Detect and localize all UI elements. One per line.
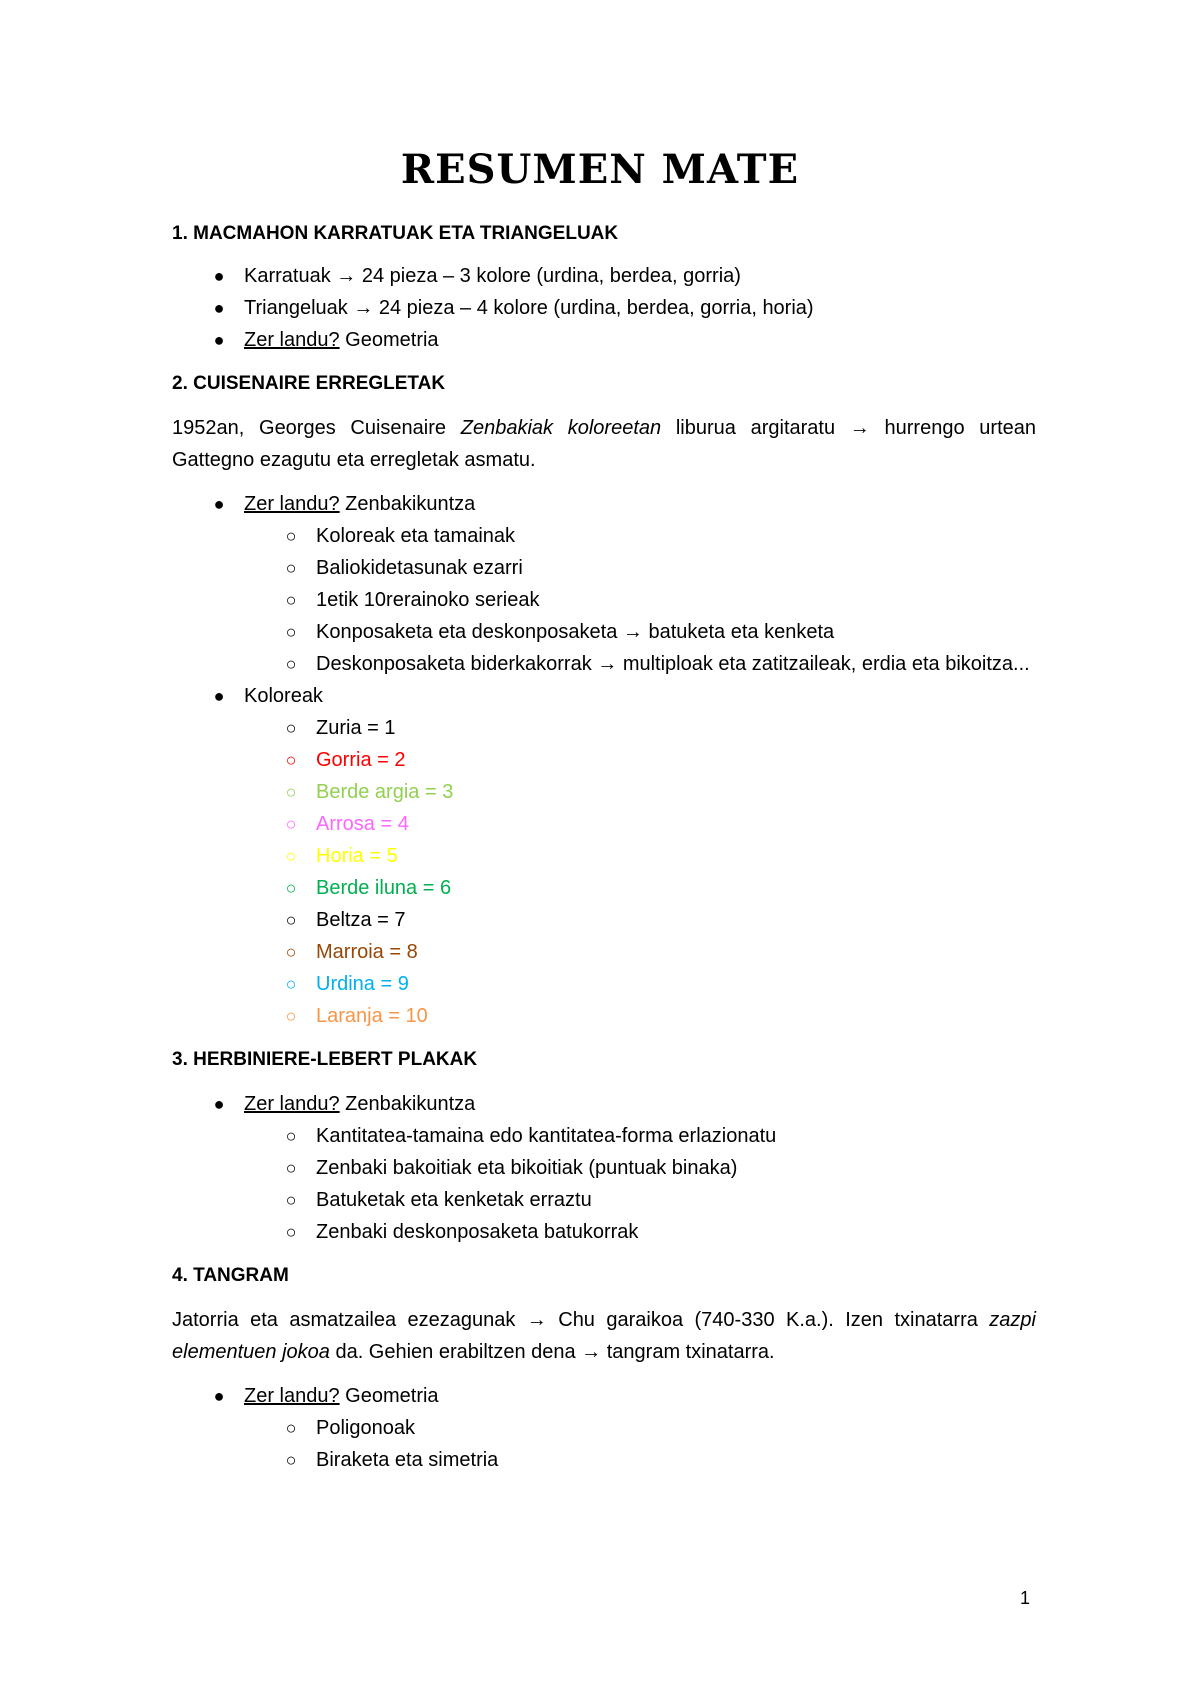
- color-list-item: [172, 840, 1036, 872]
- document-title: RESUMEN MATE: [400, 146, 800, 193]
- sub-list-item: ○ Kantitatea-tamaina edo kantitatea-forma erlazionatu: [172, 1120, 1036, 1152]
- color-label: Urdina = 9: [316, 973, 409, 995]
- sub-list-item: ○ Konposaketa eta deskonposaketa → batuketa eta kenketa: [172, 616, 1036, 648]
- color-label: Laranja = 10: [316, 1005, 428, 1027]
- zer-landu-label: Zer landu?: [244, 329, 340, 351]
- circle-bullet-icon: ○: [285, 590, 297, 610]
- circle-bullet-icon: ○: [285, 718, 297, 738]
- color-label: Beltza = 7: [316, 909, 406, 931]
- color-list-item: [172, 776, 1036, 808]
- section-heading-cuisenaire: 2. CUISENAIRE ERREGLETAK: [172, 373, 446, 394]
- bullet-icon: ●: [213, 298, 225, 318]
- color-list-item: [172, 968, 1036, 1000]
- section-heading-macmahon: 1. MACMAHON KARRATUAK ETA TRIANGELUAK: [172, 223, 619, 244]
- sub-list-item: ○ Deskonposaketa biderkakorrak → multiploak eta zatitzaileak, erdia eta bikoitza...: [172, 648, 1036, 680]
- zer-landu-value: Geometria: [339, 1385, 439, 1407]
- color-list-item: [172, 744, 1036, 776]
- circle-bullet-icon: ○: [285, 878, 297, 898]
- circle-bullet-icon: ○: [285, 1450, 297, 1470]
- circle-bullet-icon: ○: [285, 1006, 297, 1026]
- color-list-item: [172, 808, 1036, 840]
- bullet-icon: ●: [213, 494, 225, 514]
- cuisenaire-list: [172, 488, 1036, 1032]
- herbiniere-sublist: [172, 1120, 1036, 1248]
- color-list-item: [172, 936, 1036, 968]
- sub-list-item: ○ Batuketak eta kenketak erraztu: [172, 1184, 1036, 1216]
- list-item: ● Triangeluak → 24 pieza – 4 kolore (urdina, berdea, gorria, horia): [172, 292, 1036, 324]
- circle-bullet-icon: ○: [285, 846, 297, 866]
- color-label: Berde iluna = 6: [316, 877, 452, 899]
- list-item: [172, 488, 1036, 680]
- list-item: ● Karratuak → 24 pieza – 3 kolore (urdina, berdea, gorria): [172, 260, 1036, 292]
- zer-landu-label: Zer landu?: [244, 1093, 340, 1115]
- bullet-icon: ●: [213, 1094, 225, 1114]
- zer-landu-value: Geometria: [339, 329, 439, 351]
- colors-sublist: [172, 712, 1036, 1032]
- zer-landu-label: Zer landu?: [244, 493, 340, 515]
- circle-bullet-icon: ○: [285, 622, 297, 642]
- circle-bullet-icon: ○: [285, 814, 297, 834]
- circle-bullet-icon: ○: [285, 1418, 297, 1438]
- zer-landu-value: Zenbakikuntza: [339, 493, 476, 515]
- color-label: Horia = 5: [316, 845, 398, 867]
- circle-bullet-icon: ○: [285, 942, 297, 962]
- bullet-icon: ●: [213, 686, 225, 706]
- zer-landu-value: Zenbakikuntza: [339, 1093, 476, 1115]
- list-item: [172, 1088, 1036, 1248]
- zer-landu-label: Zer landu?: [244, 1385, 340, 1407]
- list-item: [172, 1380, 1036, 1476]
- sub-list-item: ○ Zenbaki bakoitiak eta bikoitiak (puntuak binaka): [172, 1152, 1036, 1184]
- color-label: Zuria = 1: [316, 717, 396, 739]
- color-label: Arrosa = 4: [316, 813, 409, 835]
- list-item: [172, 680, 1036, 1032]
- tangram-list: [172, 1380, 1036, 1476]
- sub-list-item: ○ Zenbaki deskonposaketa batukorrak: [172, 1216, 1036, 1248]
- circle-bullet-icon: ○: [285, 1158, 297, 1178]
- circle-bullet-icon: ○: [285, 558, 297, 578]
- circle-bullet-icon: ○: [285, 974, 297, 994]
- color-list-item: [172, 872, 1036, 904]
- circle-bullet-icon: ○: [285, 1126, 297, 1146]
- colors-label: Koloreak: [244, 685, 323, 707]
- herbiniere-list: [172, 1088, 1036, 1248]
- sub-list-item: ○ Biraketa eta simetria: [172, 1444, 1036, 1476]
- sub-list-item: ○ Poligonoak: [172, 1412, 1036, 1444]
- tangram-sublist: [172, 1412, 1036, 1476]
- sub-list-item: ○ Koloreak eta tamainak: [172, 520, 1036, 552]
- color-list-item: [172, 904, 1036, 936]
- circle-bullet-icon: ○: [285, 782, 297, 802]
- list-item: [172, 324, 1036, 356]
- tangram-paragraph: Jatorria eta asmatzailea ezezagunak → Chu garaikoa (740-330 K.a.). Izen txinatarra zazpi elementuen jokoa da. Gehien erabiltzen dena → tangram txinatarra.: [172, 1309, 1036, 1363]
- cuisenaire-paragraph: 1952an, Georges Cuisenaire Zenbakiak koloreetan liburua argitaratu → hurrengo urtean Gattegno ezagutu eta erregletak asmatu.: [172, 417, 1036, 471]
- page-number: 1: [1020, 1588, 1031, 1608]
- document-body: [172, 220, 1036, 1476]
- circle-bullet-icon: ○: [285, 1222, 297, 1242]
- section-heading-tangram: 4. TANGRAM: [172, 1265, 289, 1286]
- section-heading-herbiniere: 3. HERBINIERE-LEBERT PLAKAK: [172, 1049, 478, 1070]
- sub-list-item: ○ 1etik 10rerainoko serieak: [172, 584, 1036, 616]
- cuisenaire-sublist: [172, 520, 1036, 680]
- circle-bullet-icon: ○: [285, 750, 297, 770]
- bullet-icon: ●: [213, 330, 225, 350]
- color-list-item: [172, 1000, 1036, 1032]
- circle-bullet-icon: ○: [285, 910, 297, 930]
- color-label: Marroia = 8: [316, 941, 418, 963]
- bullet-icon: ●: [213, 266, 225, 286]
- color-list-item: [172, 712, 1036, 744]
- circle-bullet-icon: ○: [285, 526, 297, 546]
- circle-bullet-icon: ○: [285, 654, 297, 674]
- color-label: Gorria = 2: [316, 749, 406, 771]
- bullet-icon: ●: [213, 1386, 225, 1406]
- sub-list-item: ○ Baliokidetasunak ezarri: [172, 552, 1036, 584]
- color-label: Berde argia = 3: [316, 781, 454, 803]
- circle-bullet-icon: ○: [285, 1190, 297, 1210]
- macmahon-list: [172, 260, 1036, 356]
